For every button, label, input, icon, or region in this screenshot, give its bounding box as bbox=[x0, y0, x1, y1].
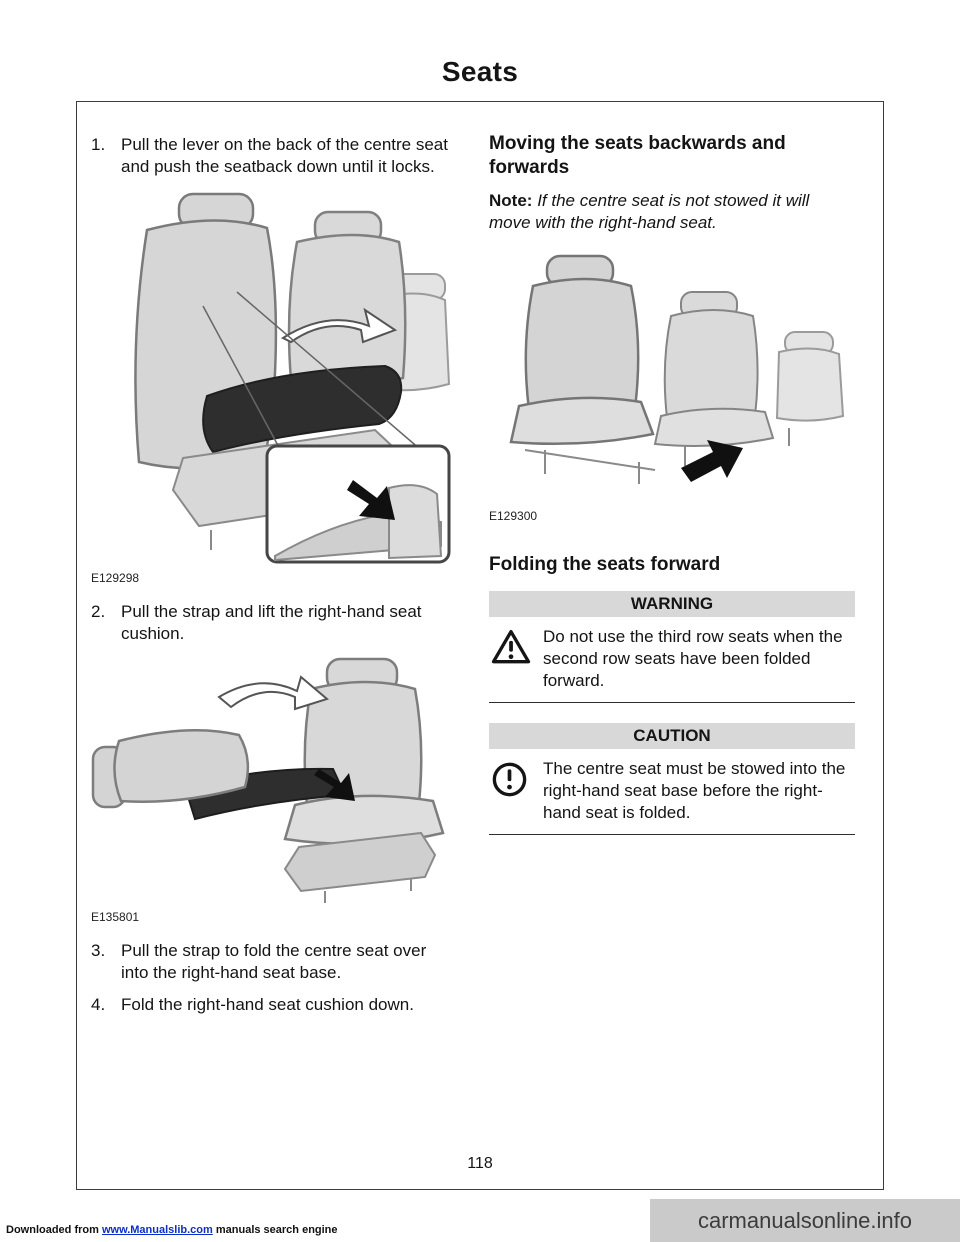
step-2-number: 2. bbox=[91, 602, 106, 621]
seat-fold-illustration bbox=[91, 188, 457, 568]
step-1 bbox=[91, 134, 457, 178]
section-heading-folding-forward: Folding the seats forward bbox=[489, 554, 721, 575]
downloaded-suffix: manuals search engine bbox=[215, 1224, 338, 1236]
note-label: Note: bbox=[489, 191, 533, 210]
caution-text: The centre seat must be stowed into the right-hand seat base before the right-hand seat is folded. bbox=[543, 759, 846, 822]
caution-body bbox=[489, 749, 855, 835]
step-2 bbox=[91, 601, 457, 645]
section-heading-moving-seats: Moving the seats backwards and forwards bbox=[489, 133, 786, 178]
figure-fold-centre-seatback bbox=[91, 188, 457, 585]
figure-label-e129300: E129300 bbox=[489, 509, 538, 523]
watermark: carmanualsonline.info bbox=[650, 1199, 960, 1242]
caution-exclamation-icon bbox=[491, 758, 533, 804]
warning-text: Do not use the third row seats when the second row seats have been folded forward. bbox=[543, 627, 843, 690]
step-3-number: 3. bbox=[91, 941, 106, 960]
warning-body bbox=[489, 617, 855, 703]
warning-box bbox=[489, 591, 855, 703]
figure-lift-seat-cushion bbox=[91, 655, 457, 924]
left-column bbox=[91, 102, 457, 1016]
seat-cushion-illustration bbox=[91, 655, 457, 907]
warning-header: WARNING bbox=[489, 591, 855, 617]
page-title: Seats bbox=[441, 56, 519, 87]
manualslib-link[interactable]: www.Manualslib.com bbox=[101, 1224, 213, 1236]
step-4-text: Fold the right-hand seat cushion down. bbox=[121, 995, 414, 1014]
step-4-number: 4. bbox=[91, 995, 106, 1014]
step-4 bbox=[91, 994, 457, 1016]
note-text: If the centre seat is not stowed it will move with the right-hand seat. bbox=[489, 191, 810, 232]
note-block bbox=[489, 190, 855, 234]
step-2-text: Pull the strap and lift the right-hand seat cushion. bbox=[121, 602, 422, 643]
figure-label-e129298: E129298 bbox=[91, 571, 140, 585]
figure-move-seats bbox=[489, 244, 855, 523]
caution-header: CAUTION bbox=[489, 723, 855, 749]
page-number: 118 bbox=[467, 1155, 493, 1172]
warning-triangle-icon bbox=[491, 626, 533, 672]
content-frame bbox=[76, 101, 884, 1190]
downloaded-note bbox=[6, 1224, 338, 1236]
step-3 bbox=[91, 940, 457, 984]
downloaded-prefix: Downloaded from bbox=[6, 1224, 99, 1236]
caution-box bbox=[489, 723, 855, 835]
figure-label-e135801: E135801 bbox=[91, 910, 140, 924]
step-3-text: Pull the strap to fold the centre seat over into the right-hand seat base. bbox=[121, 941, 427, 982]
step-1-number: 1. bbox=[91, 135, 106, 154]
right-column bbox=[489, 102, 855, 835]
seat-row-illustration bbox=[489, 244, 855, 506]
step-1-text: Pull the lever on the back of the centre seat and push the seatback down until it locks. bbox=[121, 135, 448, 176]
